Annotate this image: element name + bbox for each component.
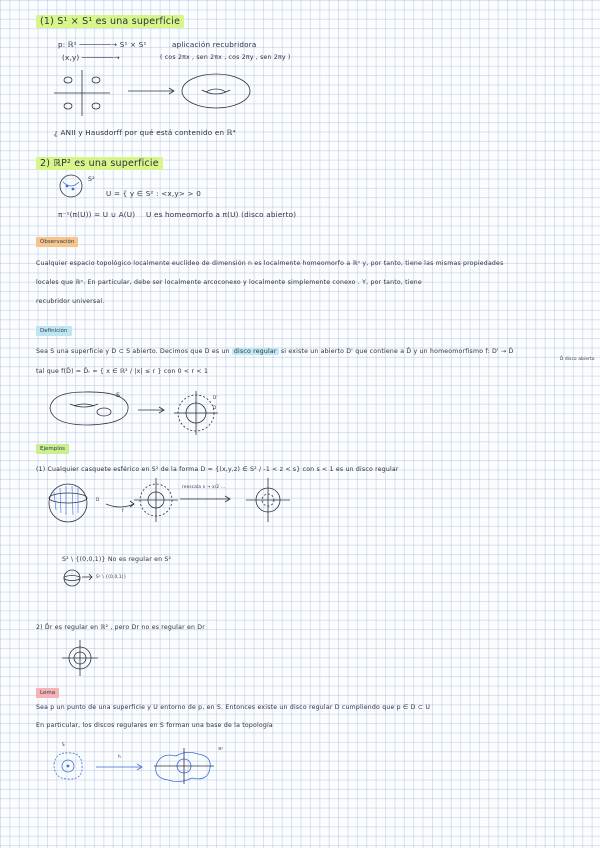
arrow-to-torus xyxy=(128,86,178,96)
map-formula: ( cos 2πx , sen 2πx , cos 2πy , sen 2πy ) xyxy=(160,54,291,61)
definicion-line-1-end: si existe un abierto D' que contiene a D̄ y un homeomorfismo f: D' → D̃ xyxy=(280,348,514,355)
closed-disc-drawing xyxy=(62,640,98,676)
ejemplos-tag: Ejemplos xyxy=(36,444,69,454)
lema-line-1: Sea p un punto de una superficie y U entorno de p, en S. Entonces existe un disco regular D cumpliendo que p ∈ D ⊂ U xyxy=(36,704,431,711)
sphere-sketch xyxy=(57,172,87,202)
spherical-cap-drawing xyxy=(46,480,92,526)
observacion-line-2: locales que ℝⁿ. En particular, debe ser localmente arcoconexo y localmente simplemente conexo . Y, por tanto, tiene xyxy=(36,279,422,286)
lema-surface-drawing xyxy=(50,748,86,784)
punctured-sphere-drawing xyxy=(62,568,82,588)
lema-plane-drawing xyxy=(152,746,216,786)
definicion-line-1 xyxy=(36,348,514,355)
lema-label-h: h xyxy=(118,754,121,759)
lema-arrow xyxy=(96,762,146,772)
torus-drawing xyxy=(180,72,252,110)
sphere-label: S² xyxy=(88,176,95,183)
punctured-sphere-label: S² \ {(0,0,1)} xyxy=(96,574,127,579)
lema-tag: Lema xyxy=(36,688,59,698)
disc-label-d: D xyxy=(213,405,217,410)
cap-label-d: D xyxy=(96,497,100,502)
punctured-sphere-arrow xyxy=(82,573,94,581)
definicion-arrow xyxy=(138,405,168,415)
lema-label-s: S xyxy=(62,742,65,747)
definicion-line-2: tal que f(D̄) = D̄ᵣ = { x ∈ ℝ² / |x| ≤ r } con 0 < r < 1 xyxy=(36,368,209,375)
ejemplo-2: 2) D̄r es regular en ℝ² , pero Dr no es regular en Dr xyxy=(36,624,205,631)
disc-diagram xyxy=(174,391,218,435)
definicion-tag: Definición xyxy=(36,326,72,336)
rescale-label: reescala x → x/2 ... xyxy=(182,484,226,489)
observacion-line-3: recubridor universal. xyxy=(36,298,105,305)
lattice-diagram xyxy=(52,68,112,118)
surface-blob-drawing xyxy=(44,388,134,428)
cap-to-disc-arrow xyxy=(106,496,136,512)
surface-label-s: S xyxy=(116,392,121,399)
disco-regular-highlight: disco regular xyxy=(233,348,277,355)
cap-image-disc xyxy=(134,478,178,522)
lema-line-2: En particular, los discos regulares en S forman una base de la topología xyxy=(36,722,273,729)
hausdorff-question: ¿ ANII y Hausdorff por qué está contenido en ℝ⁴ xyxy=(54,128,236,137)
disc-label-dprime: D' xyxy=(213,395,218,400)
domain-variable: (x,y) ───────→ xyxy=(62,53,120,62)
non-regular-example: S² \ {(0,0,1)} No es regular en S² xyxy=(62,556,172,563)
observacion-line-1: Cualquier espacio topológico localmente euclídeo de dimensión n es localmente homeomorfo a ℝⁿ y, por tanto, tiene las mismas propiedades xyxy=(36,260,504,267)
section-1-title: (1) S¹ × S¹ es una superficie xyxy=(36,16,184,27)
ejemplo-1: (1) Cualquier casquete esférico en S² de la forma D = {(x,y,z) ∈ S² / -1 < z < s} con s < 1 es un disco regular xyxy=(36,466,399,473)
u-definition: U = { y ∈ S² : <x,y> > 0 xyxy=(106,189,202,198)
definicion-line-1-start: Sea S una superficie y D ⊂ S abierto. Decimos que D es un xyxy=(36,348,230,355)
rescale-arrow xyxy=(180,494,234,504)
disco-abierto-note: D̃ disco abierto xyxy=(560,356,595,361)
rescaled-disc xyxy=(246,478,290,522)
section-2-title: 2) ℝP² es una superficie xyxy=(36,158,163,169)
map-definition: p: ℝ² ───────→ S¹ × S¹ xyxy=(58,40,147,49)
lema-label-r2: ℝ² xyxy=(218,746,224,751)
cap-label-f: f xyxy=(122,508,124,513)
homeomorphism-statement: U es homeomorfo a π(U) (disco abierto) xyxy=(146,210,297,219)
preimage-formula: π⁻¹(π(U)) = U ∪ A(U) xyxy=(58,210,136,219)
map-name: aplicación recubridora xyxy=(172,40,257,49)
observacion-tag: Observación xyxy=(36,237,78,247)
